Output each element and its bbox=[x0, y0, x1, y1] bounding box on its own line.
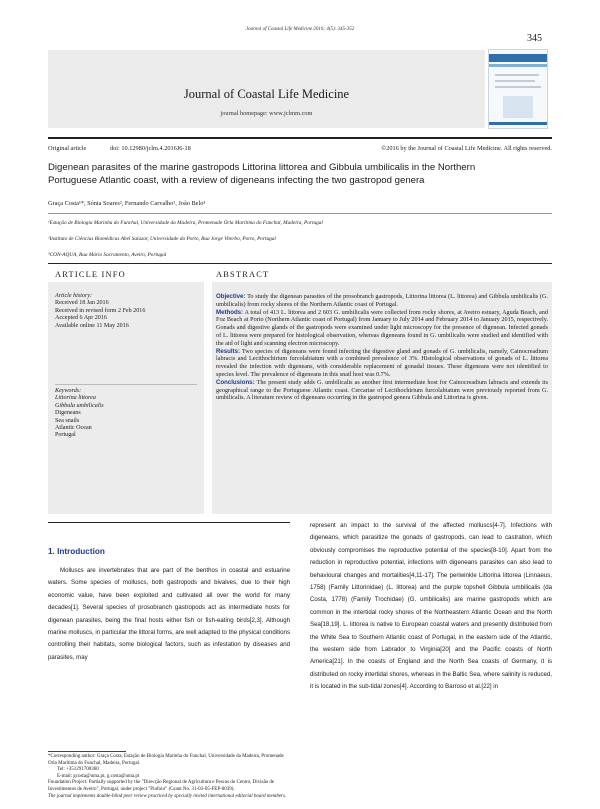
methods-label: Methods: bbox=[216, 308, 244, 316]
journal-cover-thumbnail bbox=[488, 49, 548, 129]
author-list: Graça Costa¹*, Sónia Soares², Fernando Carvalho², João Belo³ bbox=[48, 200, 206, 207]
affiliation-3: ³CON-AQUA, Rua Mário Sacramento, Aveiro, Portugal bbox=[48, 252, 167, 258]
methods-text: A total of 413 L. littorea and 2 603 G. umbilicalis were collected from rocky shores, at Aveiro estuary, Aguda Beach, and Foz Beach at Porto (Northern Atlantic coast of Portugal) from January to July 2014 and February 2014 to January 2015, respectively. Gonads and digestive glands of the gastropods were examined under light microscopy for the presence of digenean. Infected gonads of L. littorea were prepared for histological observation, whereas digeneans found in G. umbilicalis were studied and identified with the aid of light and scanning electron microscopy. bbox=[216, 308, 548, 347]
keyword-item: Portugal bbox=[55, 432, 76, 439]
history-received: Received 18 Jan 2016 bbox=[55, 300, 109, 307]
affiliation-1: ¹Estação de Biologia Marinha do Funchal, Universidade da Madeira, Promenade Orla Marítima do Funchal, Madeira, Portugal bbox=[48, 220, 323, 226]
running-header-citation: Journal of Coastal Life Medicine 2016; 4(5): 345-352 bbox=[245, 27, 355, 32]
cover-text-line bbox=[495, 86, 541, 88]
history-label: Article history: bbox=[55, 293, 93, 299]
results-label: Results: bbox=[216, 347, 241, 355]
objective-label: Objective: bbox=[216, 293, 246, 300]
authors-divider bbox=[48, 213, 552, 214]
keyword-item: Atlantic Ocean bbox=[55, 425, 92, 432]
article-title-line: Portuguese Atlantic coast, with a review of digeneans infecting the two gastropod genera bbox=[48, 174, 425, 186]
abstract-heading: ABSTRACT bbox=[216, 270, 270, 279]
peer-review-note: The journal implements double-blind peer review practiced by specially invited international editorial board members. bbox=[48, 793, 287, 799]
cover-image bbox=[503, 96, 533, 118]
corresponding-author-tel: Tel: +351291700360 bbox=[57, 767, 99, 773]
affiliation-rule bbox=[48, 263, 552, 264]
journal-title: Journal of Coastal Life Medicine bbox=[183, 87, 350, 101]
article-type: Original article bbox=[48, 145, 87, 152]
article-title bbox=[48, 162, 552, 187]
history-accepted: Accepted 6 Apr 2016 bbox=[55, 315, 107, 322]
cover-text-line bbox=[495, 74, 539, 76]
article-title-line: Digenean parasites of the marine gastropods Littorina littorea and Gibbula umbilicalis in the Northern bbox=[48, 162, 476, 173]
funding-note: Foundation Project: Partially supported by the "Direcção Regional de Agricultura e Pescas do Centro, Divisão de Investimentos de Aveiro", Portugal, under project "Pinfour" (Grant No. 31-03-05-FEP-0039). bbox=[48, 780, 275, 792]
footnotes bbox=[48, 754, 290, 800]
article-info-panel bbox=[48, 282, 204, 514]
history-online: Available online 11 May 2016 bbox=[55, 322, 129, 329]
intro-right-paragraph: represent an impact to the survival of the affected molluscs[4-7]. Infections with digeneans, which parasitize the gonads of gastropods, can lead to castration, which obviously compromises the reproductive potential of the species[8-10]. Apart from the reduction in reproductive potential, infections with digeneans parasites can also lead to behavioural changes and mortalities[4,11-17]. The periwinkle Littorina littorea (Linnaeus, 1758) (Family Littorinidae) (L. littorea) and the purple topshell Gibbula umbilicalis (da Costa, 1778) (Family Trochidae) (G. umbilicalis) are marine gastropods which are common in the intertidal rocky shores of the Northeastern Atlantic Ocean and the North Sea[18,19]. L. littorea is native to European coastal waters and presently distributed from the White Sea to Southern Atlantic coast of Portugal, in the eastern side of the Atlantic, the western side from Labrador to Virginia[20] and the Pacific coasts of North America[21]. In the coasts of England and the North Sea coasts of Germany, it is distributed on rocky intertidal shores, whereas in the Baltic Sea, where salinity is reduced, it is located in the sub-tidal zones[4]. According to Barroso et al.[22] in bbox=[310, 522, 552, 691]
history-revised: Received in revised form 2 Feb 2016 bbox=[55, 307, 146, 314]
page-number: 345 bbox=[527, 33, 542, 44]
info-divider bbox=[55, 384, 197, 385]
keyword-item: Digeneans bbox=[55, 410, 81, 417]
copyright-notice: ©2016 by the Journal of Coastal Life Medicine. All rights reserved. bbox=[381, 145, 552, 152]
footnote-rule bbox=[48, 751, 126, 752]
corresponding-author-email[interactable]: E-mail: gcosta@uma.pt, g.costa@uma.pt bbox=[57, 773, 140, 779]
article-history bbox=[55, 293, 200, 330]
journal-homepage-link[interactable]: journal homepage: www.jclmm.com bbox=[220, 110, 313, 117]
objective-text: To study the digenean parasites of the prosobranch gastropods, Littorina littorea (L. littorea) and Gibbula umbilicalis (G. umbilicalis) from rocky shores of the Northern Atlantic coast of Portugal. bbox=[216, 293, 548, 308]
cover-footer-band bbox=[489, 122, 547, 125]
abstract-text bbox=[216, 293, 548, 402]
affiliation-2: ²Instituto de Ciências Biomédicas Abel Salazar, Universidade do Porto, Rua Jorge Viterbo, Porto, Portugal bbox=[48, 236, 276, 242]
conclusions-label: Conclusions: bbox=[216, 378, 255, 386]
keyword-item: Gibbula umbilicalis bbox=[55, 402, 104, 409]
keyword-item: Littorina littorea bbox=[55, 395, 96, 402]
keyword-item: Sea snails bbox=[55, 417, 80, 424]
article-doi[interactable]: doi: 10.12980/jclm.4.2016J6-18 bbox=[110, 145, 191, 152]
cover-title-band bbox=[489, 54, 547, 62]
masthead-rule bbox=[48, 137, 552, 139]
intro-top-rule bbox=[48, 522, 290, 523]
intro-left-paragraph: Molluscs are invertebrates that are part of the benthos in coastal and estuarine waters. Some species of molluscs, both gastropods and bivalves, due to their high economic value, have been exploited and cultivated all over the world for many decades[1]. Several species of prosobranch gastropods act as intermediate hosts for digenean parasites, being the final hosts either fish or fish-eating birds[2,3]. Although marine molluscs, in particular the littoral forms, are well adapted to the physical conditions controlling their habitats, some biological factors, such as infestation by diseases and parasites, may bbox=[48, 567, 290, 661]
corresponding-author-note: *Corresponding author: Graça Costa, Estação de Biologia Marinha do Funchal, Universidade da Madeira, Promenade Orla Marítima do Funchal, Madeira, Portugal. bbox=[48, 754, 284, 766]
cover-subtitle-band bbox=[489, 64, 547, 67]
cover-text-line bbox=[495, 80, 535, 82]
conclusions-text: The present study adds G. umbilicalis as another first intermediate host for Cainocreadium labracis and extends its geographical range to the Portuguese Atlantic coast. Cercariae of Lecithochirium furcolabiatum were previously reported from G. umbilicalis. A literature review of digeneans occurring in the gastropod genera Gibbula and Littorina is given. bbox=[216, 378, 548, 402]
results-text: Two species of digeneans were found infecting the digestive gland and gonads of G. umbilicalis, namely, Cainocreadium labracis and Lecithochirium furcolabiatum with a combined prevalence of 3%. Histological observations of gonads of L. littorea revealed the infection with digeneans, with considerable replacement of gonadal tissues. These digeneans were not identified to species level. The prevalence of digeneans in this snail host was 0.7%. bbox=[216, 347, 548, 378]
article-info-heading: ARTICLE INFO bbox=[55, 270, 126, 279]
section-heading-introduction: 1. Introduction bbox=[48, 547, 105, 556]
keywords-label: Keywords: bbox=[55, 388, 82, 394]
keywords-block bbox=[55, 388, 200, 440]
